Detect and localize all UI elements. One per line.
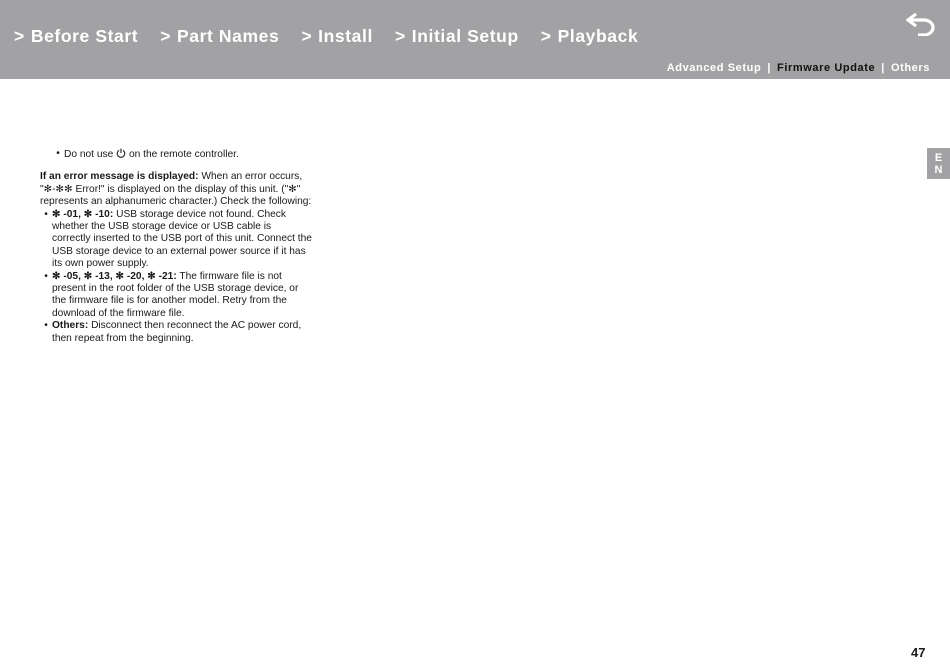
nav-before-start[interactable] <box>14 26 138 47</box>
subnav-others[interactable]: Others <box>890 62 930 74</box>
language-letter: N <box>934 164 943 176</box>
main-nav <box>14 26 660 47</box>
nav-playback[interactable] <box>541 26 639 47</box>
bullet: • <box>44 208 48 220</box>
list-item <box>40 209 312 271</box>
power-icon <box>116 148 126 158</box>
nav-install[interactable] <box>301 26 373 47</box>
subnav-separator: | <box>767 62 771 74</box>
bullet: • <box>44 320 48 332</box>
note-text <box>64 148 239 161</box>
nav-label: Install <box>318 26 373 46</box>
nav-initial-setup[interactable] <box>395 26 519 47</box>
nav-chevron: > <box>160 26 172 46</box>
list-item <box>40 320 312 345</box>
language-tab <box>927 148 950 179</box>
subnav-separator: | <box>881 62 885 74</box>
error-text: The firmware file is not present in the root folder of the USB storage device, or the firmware file is for another model. Retry from the download of the firmware file. <box>52 270 299 319</box>
nav-chevron: > <box>394 26 406 46</box>
header-bar <box>0 0 950 79</box>
error-code: ✻ -05, ✻ -13, ✻ -20, ✻ -21: <box>52 270 177 282</box>
nav-part-names[interactable] <box>160 26 279 47</box>
main-content <box>40 148 312 345</box>
nav-chevron: > <box>301 26 313 46</box>
note-after: on the remote controller. <box>128 149 239 160</box>
error-text: USB storage device not found. Check whether the USB storage device or USB cable is correctly inserted to the USB port of this unit. Connect the USB storage device to an external power source if it has its own power supply. <box>52 208 312 270</box>
power-note <box>40 148 312 161</box>
sub-nav <box>667 62 930 74</box>
item-body <box>52 209 312 271</box>
nav-label: Initial Setup <box>411 26 519 46</box>
subnav-firmware-update[interactable]: Firmware Update <box>777 62 876 74</box>
item-body <box>52 320 312 345</box>
nav-chevron: > <box>14 26 25 46</box>
error-code: ✻ -01, ✻ -10: <box>52 208 114 220</box>
error-intro <box>40 171 312 208</box>
error-code: Others: <box>52 320 89 332</box>
language-letter: E <box>934 152 943 164</box>
list-item <box>40 271 312 321</box>
nav-label: Before Start <box>30 26 139 46</box>
note-before: Do not use <box>64 149 114 160</box>
nav-label: Part Names <box>177 26 280 46</box>
error-text: Disconnect then reconnect the AC power cord, then repeat from the beginning. <box>52 320 302 344</box>
nav-chevron: > <box>540 26 552 46</box>
return-arrow-icon[interactable] <box>906 10 938 36</box>
bullet: • <box>56 148 60 159</box>
subnav-advanced-setup[interactable]: Advanced Setup <box>666 62 762 74</box>
page-number: 47 <box>911 645 926 660</box>
bullet: • <box>44 270 48 282</box>
item-body <box>52 271 312 321</box>
nav-label: Playback <box>557 26 639 46</box>
error-intro-text: When an error occurs, "✻-✻✻ Error!" is displayed on the display of this unit. ("✻" represents an alphanumeric character.) Check the following: <box>40 171 312 208</box>
error-list <box>40 209 312 345</box>
error-heading: If an error message is displayed: <box>40 171 199 183</box>
